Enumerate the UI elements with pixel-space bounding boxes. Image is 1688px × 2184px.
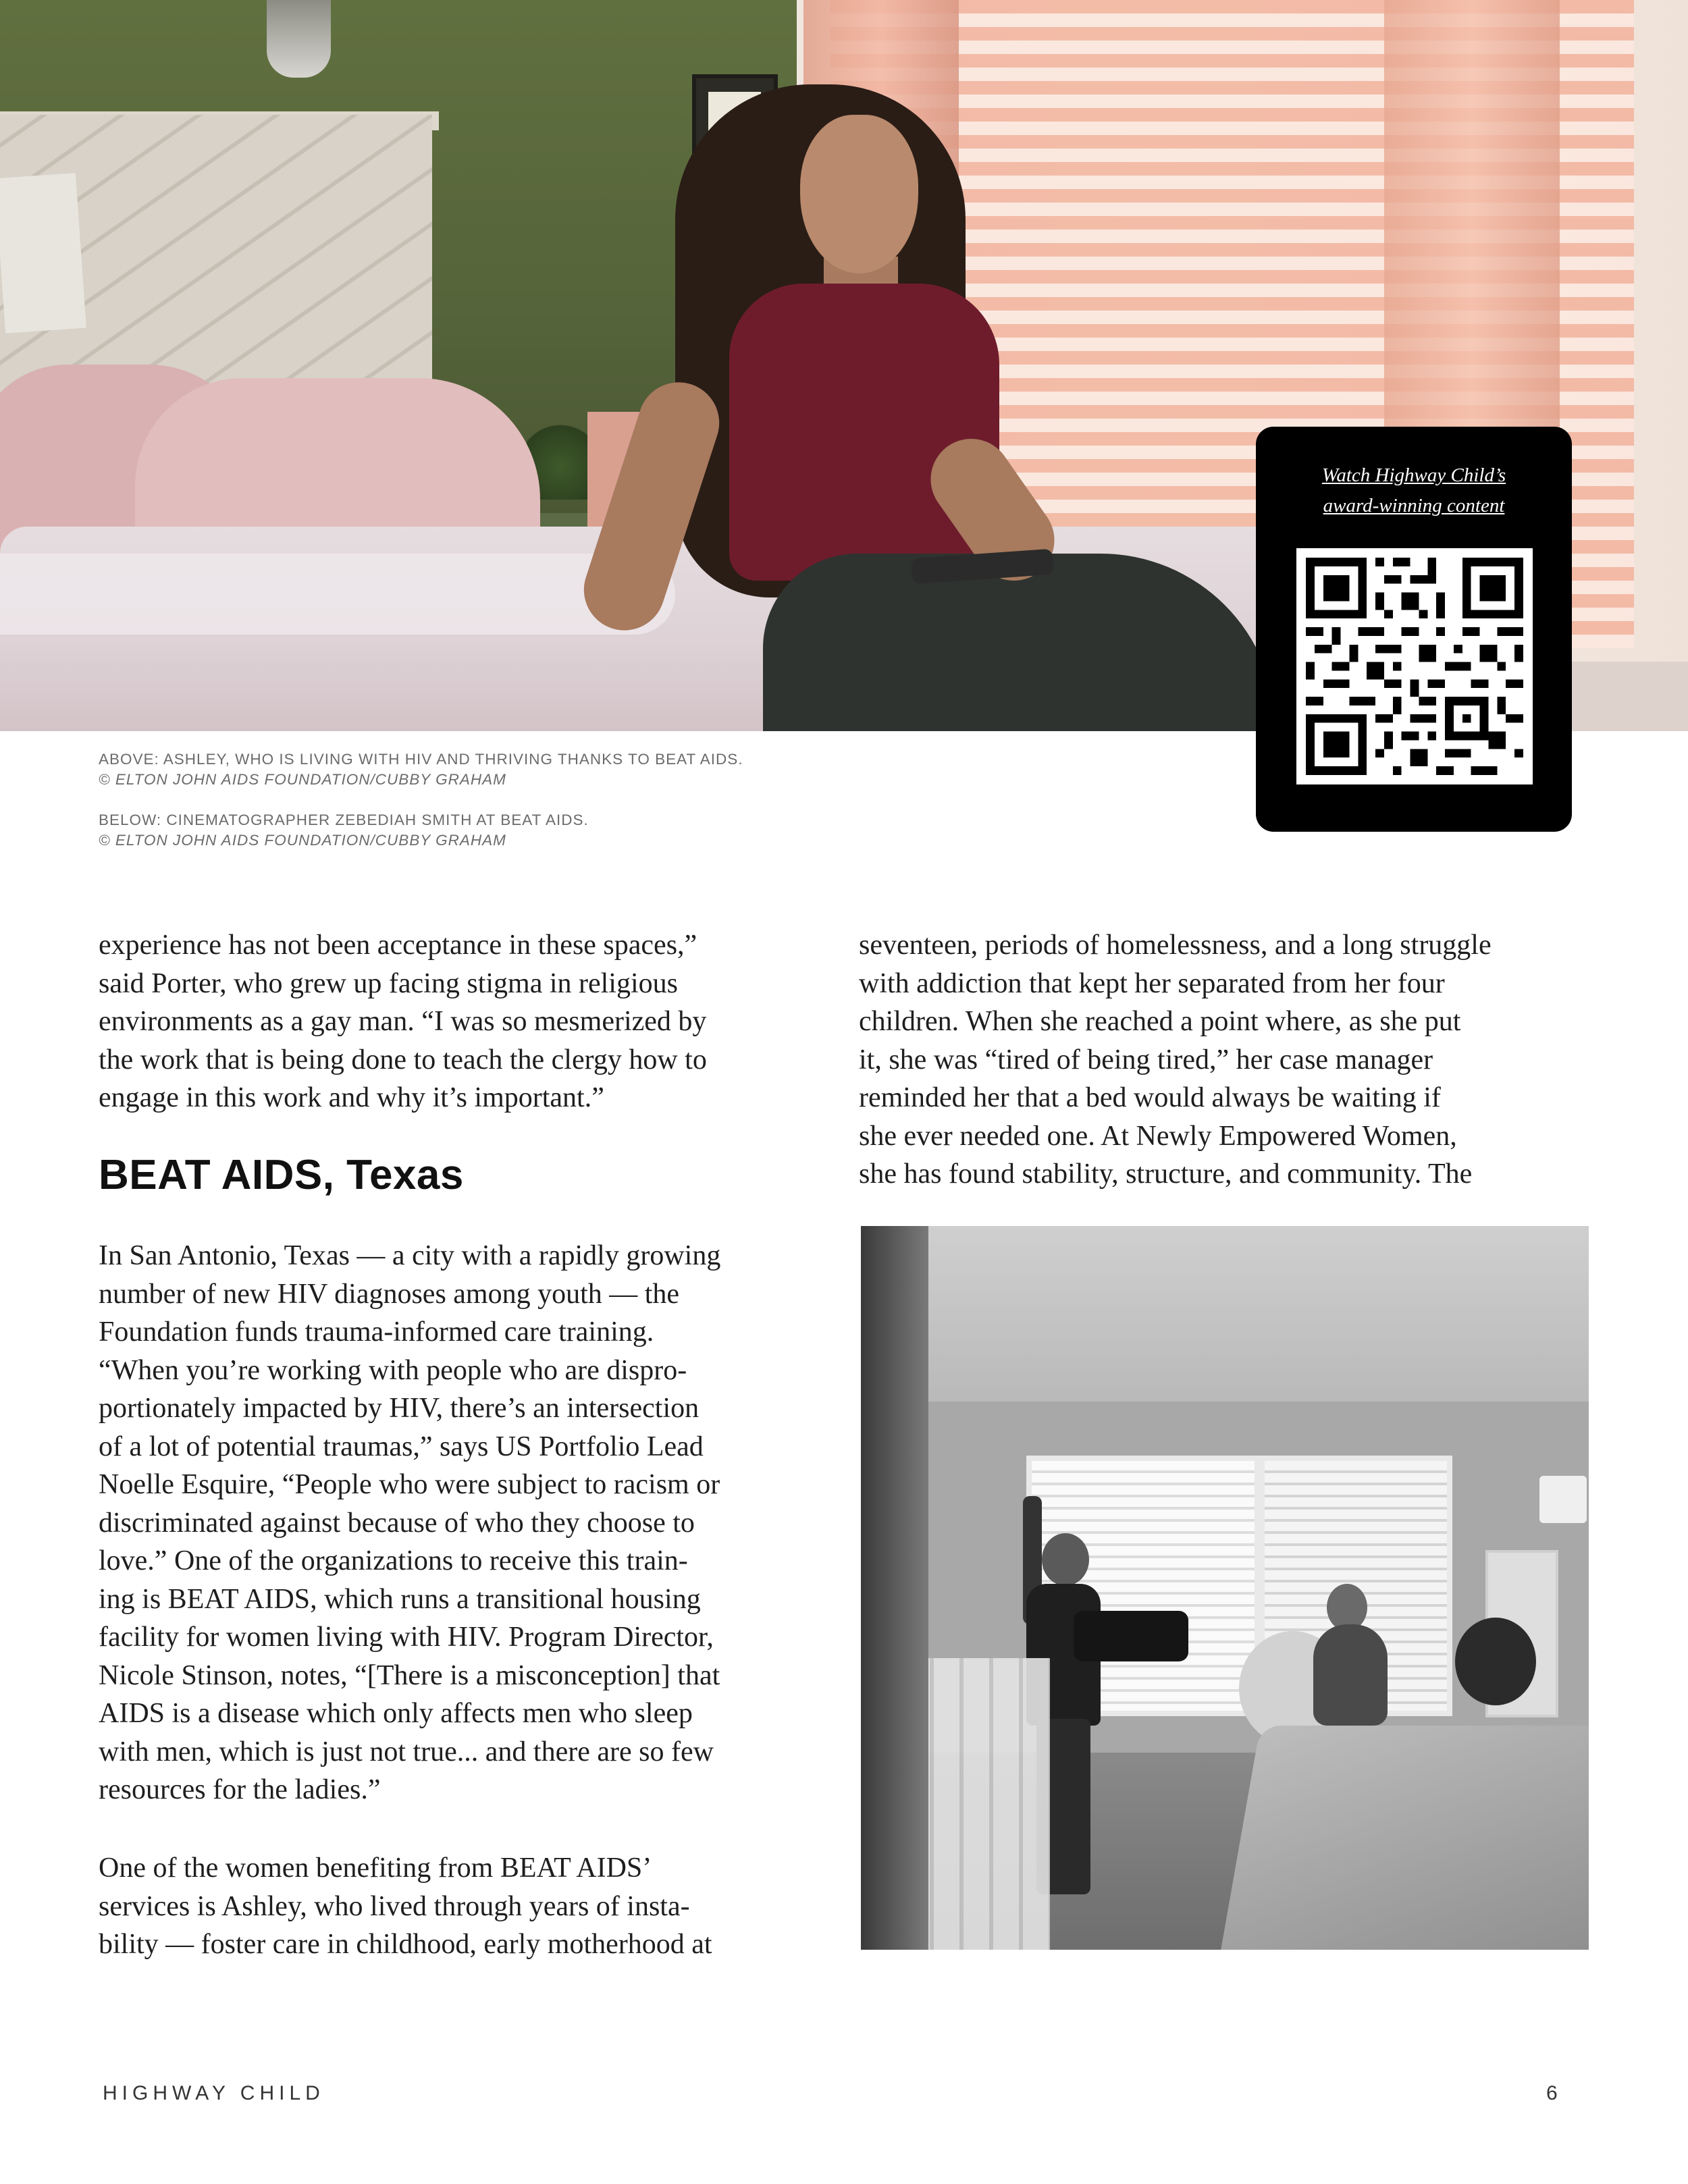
pinned-note	[0, 173, 86, 334]
text-line: discriminated against because of who they choose to	[99, 1507, 695, 1539]
text-line: resources for the ladies.”	[99, 1774, 381, 1805]
cinematographer-head	[1042, 1533, 1089, 1586]
text-line: seventeen, periods of homelessness, and a long struggle	[859, 930, 1492, 961]
text-line: with men, which is just not true... and there are so few	[99, 1736, 714, 1767]
text-line: said Porter, who grew up facing stigma in religious	[99, 967, 678, 999]
text-line: of a lot of potential traumas,” says US Portfolio Lead	[99, 1431, 704, 1462]
text-line: One of the women benefiting from BEAT AIDS’	[99, 1853, 652, 1884]
person-shirt	[729, 284, 999, 581]
text-line: with addiction that kept her separated from her four	[859, 967, 1445, 999]
intro-paragraph	[99, 926, 707, 1117]
person-face	[800, 115, 918, 273]
page-number: 6	[1546, 2082, 1558, 2104]
qr-card[interactable]	[1256, 427, 1572, 832]
text-line: children. When she reached a point where, as she put	[859, 1006, 1461, 1037]
right-column-paragraph	[859, 926, 1602, 1194]
body-paragraph-2	[99, 1849, 712, 1964]
text-line: environments as a gay man. “I was so mesmerized by	[99, 1006, 707, 1037]
publication-name: HIGHWAY CHILD	[103, 2082, 325, 2104]
watch-link-line2[interactable]: award-winning content	[1323, 495, 1505, 516]
caption-below: BELOW: CINEMATOGRAPHER ZEBEDIAH SMITH AT BEAT AIDS.	[99, 811, 589, 828]
ceiling	[861, 1226, 1589, 1402]
text-line: she has found stability, structure, and community. The	[859, 1158, 1473, 1190]
text-line: number of new HIV diagnoses among youth — the	[99, 1278, 680, 1310]
qr-code[interactable]	[1296, 548, 1533, 784]
camera	[1074, 1611, 1188, 1661]
text-line: In San Antonio, Texas — a city with a rapidly growing	[99, 1240, 721, 1271]
caption-below-credit: © ELTON JOHN AIDS FOUNDATION/CUBBY GRAHAM	[99, 832, 506, 849]
text-line: the work that is being done to teach the clergy how to	[99, 1044, 707, 1075]
woman	[1313, 1624, 1388, 1726]
watch-link-line1[interactable]: Watch Highway Child’s	[1321, 464, 1506, 486]
text-line: reminded her that a bed would always be waiting if	[859, 1082, 1441, 1113]
cinematographer-photo	[861, 1226, 1589, 1950]
text-line: bility — foster care in childhood, early motherhood at	[99, 1929, 712, 1960]
text-line: portionately impacted by HIV, there’s an intersection	[99, 1393, 700, 1424]
caption-above-credit: © ELTON JOHN AIDS FOUNDATION/CUBBY GRAHAM	[99, 771, 506, 788]
caption-above: ABOVE: ASHLEY, WHO IS LIVING WITH HIV AND THRIVING THANKS TO BEAT AIDS.	[99, 751, 743, 768]
fan	[1455, 1618, 1536, 1705]
text-line: services is Ashley, who lived through years of insta-	[99, 1890, 690, 1922]
watch-content-link[interactable]	[1256, 460, 1572, 521]
text-line: Foundation funds trauma-informed care training.	[99, 1316, 654, 1348]
text-line: love.” One of the organizations to receive this train-	[99, 1545, 688, 1576]
text-line: facility for women living with HIV. Program Director,	[99, 1622, 714, 1653]
side-wall	[861, 1226, 928, 1950]
text-line: ing is BEAT AIDS, which runs a transitional housing	[99, 1583, 701, 1615]
text-line: engage in this work and why it’s important.”	[99, 1082, 604, 1113]
text-line: Noelle Esquire, “People who were subject to racism or	[99, 1469, 720, 1500]
text-line: experience has not been acceptance in these spaces,”	[99, 930, 697, 961]
text-line: “When you’re working with people who are dispro-	[99, 1354, 687, 1386]
qr-code-icon	[1306, 558, 1523, 775]
bed-sheet	[0, 554, 675, 635]
body-paragraph-1	[99, 1237, 720, 1809]
text-line: Nicole Stinson, notes, “[There is a misconception] that	[99, 1659, 720, 1691]
section-heading: BEAT AIDS, Texas	[99, 1152, 464, 1198]
text-line: she ever needed one. At Newly Empowered Women,	[859, 1120, 1457, 1152]
text-line: AIDS is a disease which only affects men who sleep	[99, 1698, 693, 1729]
text-line: it, she was “tired of being tired,” her case manager	[859, 1044, 1433, 1075]
lamp	[1539, 1476, 1587, 1523]
photo-captions	[99, 749, 1044, 851]
bed	[1217, 1726, 1589, 1950]
wall-lamp	[267, 0, 331, 78]
